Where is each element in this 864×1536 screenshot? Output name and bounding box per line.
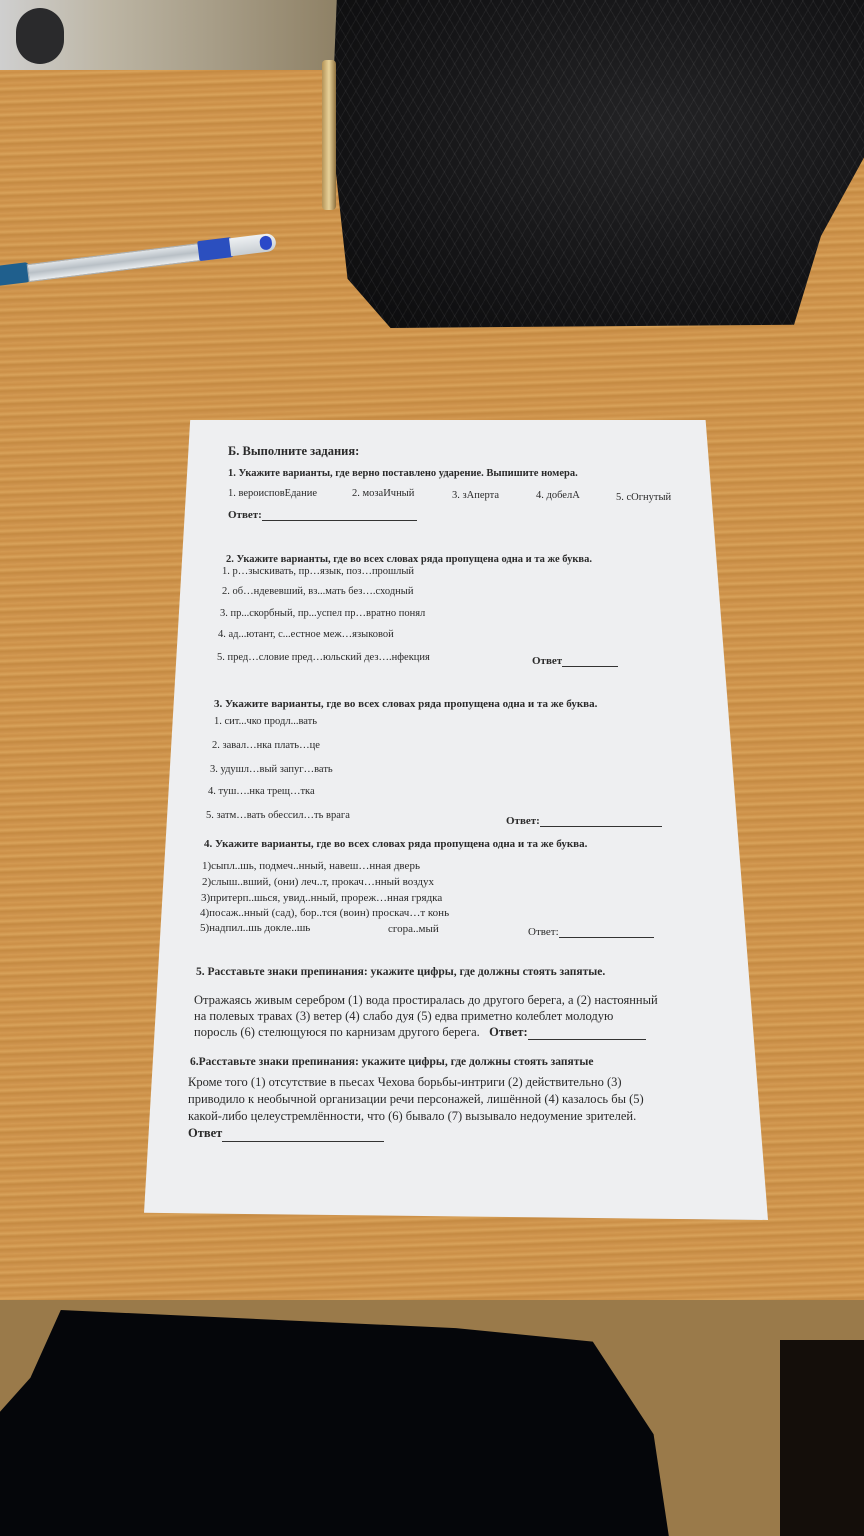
answer-blank[interactable] (528, 1027, 646, 1040)
task-1-option: 1. вероисповЕдание (228, 488, 317, 499)
answer-label: Ответ: (489, 1025, 528, 1039)
task-1-option: 5. сОгнутый (616, 492, 672, 503)
answer-blank[interactable] (540, 814, 662, 827)
task-3-option: 3. удушл…вый запуг…вать (210, 764, 333, 775)
answer-blank[interactable] (262, 508, 417, 521)
answer-label: Ответ (532, 655, 563, 667)
task-3-option: 5. затм…вать обессил…ть врага (206, 810, 350, 821)
task-5-title: 5. Расставьте знаки препинания: укажите цифры, где должны стоять запятые. (196, 966, 606, 978)
text-line: поросль (6) стелющуюся по карнизам другого берега. (194, 1025, 480, 1039)
text-line: Отражаясь живым серебром (1) вода простиралась до другого берега, а (2) настоянный (194, 993, 658, 1007)
answer-label: Ответ: (228, 509, 262, 521)
task-3-option: 4. туш….нка трещ…тка (208, 786, 315, 797)
answer-blank[interactable] (559, 925, 654, 938)
task-4-option: 3)притерп..шься, увид..нный, прореж…нная грядка (201, 892, 443, 904)
task-4-option: 5)надпил..шь докле..шь (200, 922, 311, 934)
task-4-answer[interactable] (528, 925, 654, 938)
task-1-option: 4. добелА (536, 490, 580, 501)
text-line: приводило к необычной организации речи персонажей, лишённой (4) казалось бы (5) (188, 1092, 644, 1106)
task-2-option: 2. об…ндевевший, вз...мать без….сходный (222, 586, 414, 597)
text-line: на полевых травах (3) ветер (4) слабо дуя (5) едва приметно колеблет молодую (194, 1009, 614, 1023)
worksheet-heading: Б. Выполните задания: (228, 444, 360, 458)
task-2-option: 4. ад...ютант, с...естное меж…языковой (218, 629, 394, 640)
task-6-answer[interactable] (188, 1125, 644, 1142)
text-line: Кроме того (1) отсутствие в пьесах Чехова борьбы-интриги (2) действительно (3) (188, 1075, 622, 1089)
task-3-answer[interactable] (506, 814, 662, 827)
text-line-with-answer (194, 1024, 658, 1040)
task-4-title: 4. Укажите варианты, где во всех словах ряда пропущена одна и та же буква. (204, 838, 588, 850)
task-3-option: 1. сит...чко продл...вать (214, 716, 318, 727)
task-1-option: 3. зАперта (452, 490, 499, 501)
task-4-option: 2)слыш..вший, (они) леч..т, прокач…нный воздух (202, 876, 434, 888)
task-1-title: 1. Укажите варианты, где верно поставлено ударение. Выпишите номера. (228, 468, 578, 479)
task-4-option-extra: сгора..мый (388, 923, 439, 935)
answer-blank[interactable] (562, 654, 618, 667)
task-5-text (194, 992, 658, 1040)
task-3-title: 3. Укажите варианты, где во всех словах ряда пропущена одна и та же буква. (214, 698, 598, 710)
task-4-option: 4)посаж..нный (сад), бор..тся (воин) проскач…т конь (200, 907, 450, 919)
task-6-title: 6.Расставьте знаки препинания: укажите цифры, где должны стоять запятые (190, 1056, 594, 1068)
task-2-option: 1. р…зыскивать, пр…язык, поз…прошлый (222, 566, 415, 577)
task-2-title: 2. Укажите варианты, где во всех словах ряда пропущена одна и та же буква. (226, 554, 592, 565)
text-line: какой-либо целеустремлённости, что (6) бывало (7) вызывало недоумение зрителей. (188, 1109, 637, 1123)
answer-label: Ответ (188, 1126, 223, 1140)
answer-blank[interactable] (222, 1129, 384, 1142)
task-1-option: 2. мозаИчный (352, 488, 415, 499)
task-2-answer[interactable] (532, 654, 618, 667)
task-1-answer[interactable] (228, 508, 417, 521)
task-2-option: 5. пред…словие пред…юльский дез….нфекция (217, 652, 430, 663)
task-4-option: 1)сыпл..шь, подмеч..нный, навеш…нная дверь (202, 860, 420, 872)
task-6-text (188, 1074, 644, 1142)
answer-label: Ответ: (528, 926, 559, 938)
answer-label: Ответ: (506, 815, 540, 827)
task-3-option: 2. завал…нка плать…це (212, 740, 320, 751)
task-2-option: 3. пр...скорбный, пр...успел пр…вратно понял (220, 608, 426, 619)
